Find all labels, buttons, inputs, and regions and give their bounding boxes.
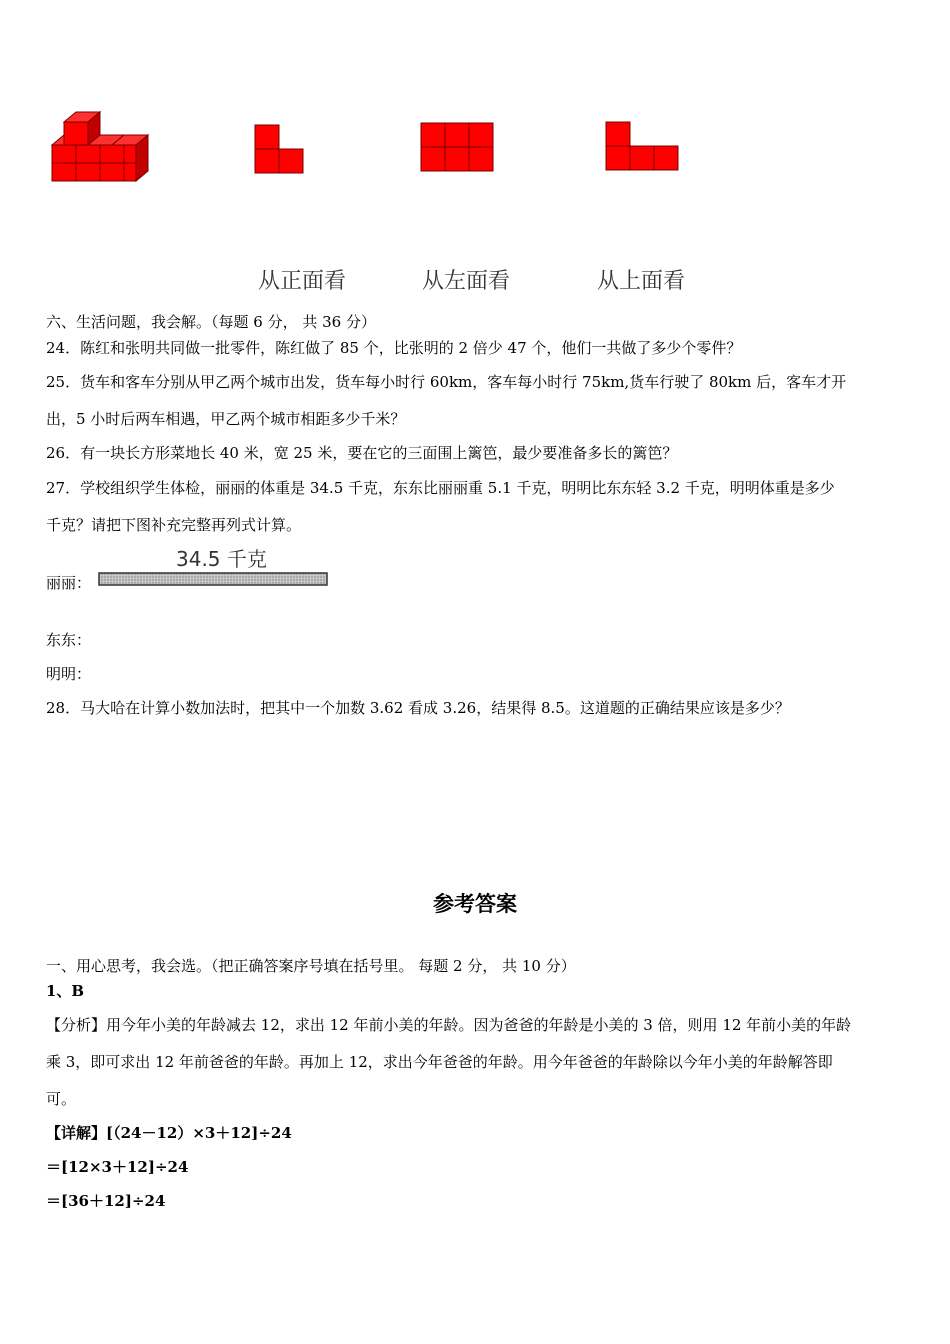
answers-section-1-heading: 一、用心思考，我会选。（把正确答案序号填在括号里。 每题 2 分， 共 10 分） xyxy=(46,957,576,975)
question-26: 26．有一块长方形菜地长 40 米，宽 25 米，要在它的三面围上篱笆，最少要准备多长的篱笆？ xyxy=(46,444,678,462)
section-6-heading: 六、生活问题，我会解。（每题 6 分， 共 36 分） xyxy=(46,313,376,331)
bar-label: 34.5 千克 xyxy=(176,547,267,571)
answer-1: 1、B xyxy=(46,982,85,1000)
question-27-line-2: 千克？请把下图补充完整再列式计算。 xyxy=(46,516,302,534)
label-lili: 丽丽： xyxy=(46,574,92,592)
caption-left-view: 从左面看 xyxy=(422,269,511,294)
detail-line-2: ＝[12×3＋12]÷24 xyxy=(46,1158,189,1176)
question-25-line-1: 25．货车和客车分别从甲乙两个城市出发，货车每小时行 60km，客车每小时行 75km,货车行驶了 80km 后，客车才开 xyxy=(46,373,847,391)
lili-weight-bar xyxy=(98,570,330,590)
shape-l-long xyxy=(605,121,681,173)
shape-grid-2x3 xyxy=(420,122,496,174)
analysis-line-1: 【分析】用今年小美的年龄减去 12，求出 12 年前小美的年龄。因为爸爸的年龄是小美的 3 倍，则用 12 年前小美的年龄 xyxy=(46,1016,852,1034)
shape-l-small xyxy=(254,124,306,176)
analysis-line-3: 可。 xyxy=(46,1090,77,1108)
caption-front-view: 从正面看 xyxy=(258,269,347,294)
detail-line-1: 【详解】[（24－12）×3＋12]÷24 xyxy=(46,1124,292,1142)
analysis-line-2: 乘 3，即可求出 12 年前爸爸的年龄。再加上 12，求出今年爸爸的年龄。用今年爸爸的年龄除以今年小美的年龄解答即 xyxy=(46,1053,833,1071)
label-mingming: 明明： xyxy=(46,665,92,683)
caption-top-view: 从上面看 xyxy=(597,269,686,294)
question-27-line-1: 27．学校组织学生体检，丽丽的体重是 34.5 千克，东东比丽丽重 5.1 千克，明明比东东轻 3.2 千克，明明体重是多少 xyxy=(46,479,835,497)
answers-title: 参考答案 xyxy=(433,891,517,916)
question-25-line-2: 出，5 小时后两车相遇，甲乙两个城市相距多少千米？ xyxy=(46,410,406,428)
detail-line-3: ＝[36＋12]÷24 xyxy=(46,1192,166,1210)
question-28: 28．马大哈在计算小数加法时，把其中一个加数 3.62 看成 3.26，结果得 8.5。这道题的正确结果应该是多少？ xyxy=(46,699,790,717)
label-dongdong: 东东： xyxy=(46,631,92,649)
cube-stack-3d-figure xyxy=(50,105,155,187)
question-24: 24．陈红和张明共同做一批零件，陈红做了 85 个，比张明的 2 倍少 47 个，他们一共做了多少个零件？ xyxy=(46,339,742,357)
